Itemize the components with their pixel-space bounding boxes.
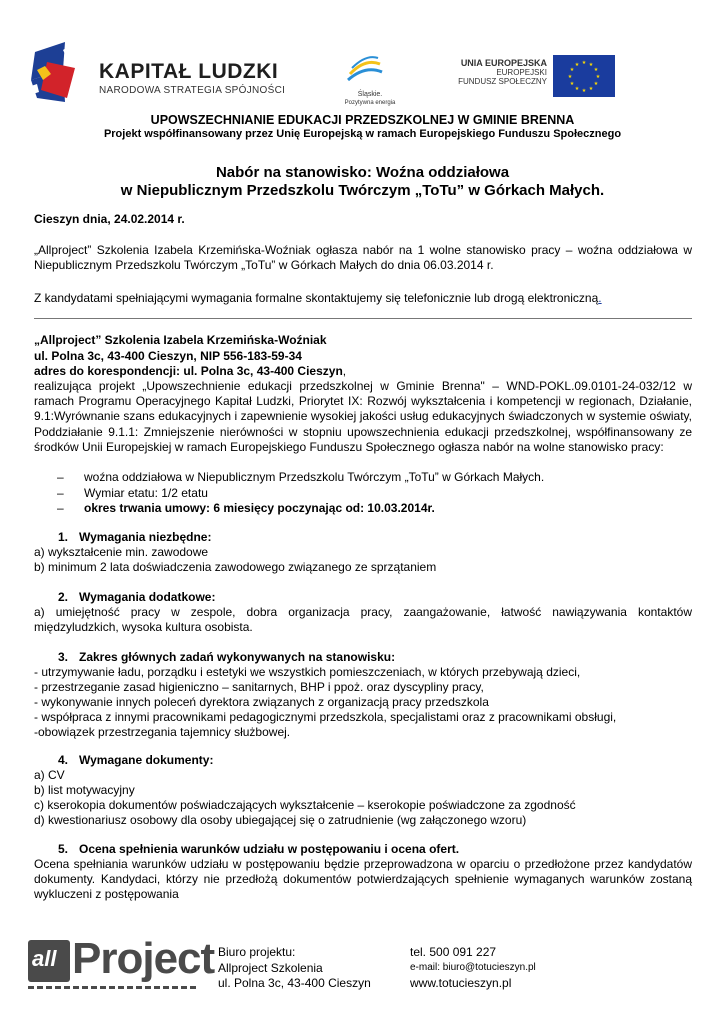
vacancy-title-line-1: Nabór na stanowisko: Woźna oddziałowa <box>215 164 510 181</box>
footer-office-label: Biuro projektu: <box>218 945 296 959</box>
section-5-paragraph: Ocena spełniania warunków udziału w postępowaniu będzie przeprowadzona w oparciu o przedłożone przez kandydatów dokumenty. Kandydaci, którzy nie przedłożą dokumentów potwierdzających spełnienie wymaganych warunków zostaną wykluczeni z postępowania <box>34 857 692 902</box>
footer-phone: tel. 500 091 227 <box>410 945 497 959</box>
allproject-logo <box>28 934 215 998</box>
org-correspondence <box>34 364 346 379</box>
org-correspondence-label: adres do korespondencji: ul. Polna 3c, 43-400 Cieszyn <box>34 364 343 378</box>
org-correspondence-comma: , <box>342 364 347 378</box>
eu-line-2: EUROPEJSKI <box>496 68 547 77</box>
svg-text:★: ★ <box>588 86 594 92</box>
section-3-line: - wykonywanie innych poleceń dyrektora związanych z organizacją pracy przedszkola <box>34 695 489 709</box>
slaskie-name: Śląskie. <box>357 91 383 98</box>
eu-line-1: UNIA EUROPEJSKA <box>460 58 547 68</box>
footer-office-address: ul. Polna 3c, 43-400 Cieszyn <box>218 976 371 990</box>
allproject-logo-mark-text: all <box>32 946 57 971</box>
bullet-text: Wymiar etatu: 1/2 etatu <box>84 486 208 500</box>
section-3-line: - utrzymywanie ładu, porządku i estetyki we wszystkich pomieszczeniach, w których przebywają dzieci, <box>34 665 581 679</box>
svg-text:★: ★ <box>588 62 594 68</box>
section-4-heading <box>34 753 692 768</box>
vacancy-title-line-2: w Niepublicznym Przedszkolu Twórczym „ToTu” w Górkach Małych. <box>120 182 605 199</box>
section-3-line: - współpraca z innymi pracownikami pedagogicznymi przedszkola, specjalistami oraz z pracownikami obsługi, <box>34 710 617 724</box>
org-name: „Allproject” Szkolenia Izabela Krzemińska-Woźniak <box>34 333 327 347</box>
kapital-ludzki-subtitle: NARODOWA STRATEGIA SPÓJNOŚCI <box>99 85 286 96</box>
contact-note-text: Z kandydatami spełniającymi wymagania formalne skontaktujemy się telefonicznie lub drogą elektroniczną <box>34 291 599 305</box>
eu-flag-icon <box>553 55 615 97</box>
section-1-line: a) wykształcenie min. zawodowe <box>34 545 209 559</box>
section-title: Ocena spełnienia warunków udziału w postępowaniu i ocena ofert. <box>79 842 460 856</box>
svg-text:★: ★ <box>595 74 601 80</box>
section-4-line: d) kwestionariusz osobowy dla osoby ubiegającej się o zatrudnienie (wg załączonego wzoru) <box>34 813 527 827</box>
divider <box>34 318 692 319</box>
section-4-line: a) CV <box>34 768 65 782</box>
svg-text:★: ★ <box>581 60 587 66</box>
footer-website[interactable]: www.totucieszyn.pl <box>410 976 512 990</box>
slaskie-tagline: Pozytywna energia <box>344 100 396 106</box>
section-number: 3. <box>58 650 69 664</box>
section-number: 5. <box>58 842 69 856</box>
eu-line-3: FUNDUSZ SPOŁECZNY <box>458 77 547 86</box>
section-2-paragraph: a) umiejętność pracy w zespole, dobra organizacja pracy, zaangażowanie, łatwość nawiązywania kontaktów międzyludzkich, wysoka kultura osobista. <box>34 605 692 635</box>
section-title: Wymagania niezbędne: <box>79 530 212 544</box>
section-3-line: -obowiązek przestrzegania tajemnicy służbowej. <box>34 725 291 739</box>
footer-email[interactable]: e-mail: biuro@totucieszyn.pl <box>410 962 536 973</box>
bullet-dash: – <box>57 470 64 484</box>
section-1-line: b) minimum 2 lata doświadczenia zawodowego związanego ze sprzątaniem <box>34 560 437 574</box>
bullet-dash: – <box>57 486 64 500</box>
allproject-logo-text: Project <box>72 934 215 983</box>
kapital-ludzki-logo-icon <box>25 40 105 110</box>
section-title: Wymagania dodatkowe: <box>79 590 216 604</box>
section-title: Wymagane dokumenty: <box>79 753 214 767</box>
date-line: Cieszyn dnia, 24.02.2014 r. <box>34 212 185 226</box>
svg-text:★: ★ <box>567 74 573 80</box>
contact-note <box>34 291 694 306</box>
section-number: 4. <box>58 753 69 767</box>
org-body: realizująca projekt „Upowszechnienie edukacji przedszkolnej w Gminie Brenna" – WND-POKL.09.0101-24-032/12 w ramach Programu Operacyjnego Kapitał Ludzki, Priorytet IX: Rozwój wykształcenia i kompetencji w regionach, Działanie, 9.1:Wyrównanie szans edukacyjnych i zapewnienie wysokiej jakości usług edukacyjnych świadczonych w systemie oświaty, Poddziałanie 9.1.1: Zmniejszenie nierówności w stopniu upowszechnienia edukacji przedszkolnej, współfinansowany ze środków Unii Europejskiej w ramach Europejskiego Funduszu Społecznego ogłasza nabór na wolne stanowisko pracy: <box>34 379 692 454</box>
svg-text:★: ★ <box>574 86 580 92</box>
allproject-logo-underline <box>28 986 198 989</box>
kapital-ludzki-title: KAPITAŁ LUDZKI <box>99 60 279 83</box>
project-title: UPOWSZECHNIANIE EDUKACJI PRZEDSZKOLNEJ W GMINIE BRENNA <box>150 113 575 127</box>
section-number: 2. <box>58 590 69 604</box>
eu-text-block <box>443 58 547 86</box>
bullet-text: okres trwania umowy: 6 miesięcy poczynając od: 10.03.2014r. <box>84 501 435 515</box>
slaskie-logo-icon <box>340 50 390 90</box>
org-address: ul. Polna 3c, 43-400 Cieszyn, NIP 556-183-59-34 <box>34 349 302 363</box>
section-number: 1. <box>58 530 69 544</box>
bullet-text: woźna oddziałowa w Niepublicznym Przedszkolu Twórczym „ToTu” w Górkach Małych. <box>84 470 545 484</box>
section-4-line: b) list motywacyjny <box>34 783 135 797</box>
contact-note-dot: . <box>598 291 602 305</box>
intro-paragraph: „Allproject” Szkolenia Izabela Krzemińska-Woźniak ogłasza nabór na 1 wolne stanowisko pracy – woźna oddziałowa w Niepublicznym Przedszkolu Twórczym „ToTu” w Górkach Małych do dnia 06.03.2014 r. <box>34 243 692 273</box>
section-3-heading <box>34 650 692 665</box>
section-3-line: - przestrzeganie zasad higieniczno – sanitarnych, BHP i ppoż. oraz dyscypliny pracy, <box>34 680 484 694</box>
svg-text:★: ★ <box>581 88 587 94</box>
bullet-dash: – <box>57 501 64 515</box>
footer-office-name: Allproject Szkolenia <box>218 961 323 975</box>
svg-text:★: ★ <box>569 67 575 73</box>
svg-text:★: ★ <box>593 81 599 87</box>
section-5-heading <box>34 842 692 857</box>
project-subtitle: Projekt współfinansowany przez Unię Europejską w ramach Europejskiego Funduszu Społecznego <box>103 128 622 140</box>
section-1-heading <box>34 530 692 545</box>
svg-text:★: ★ <box>569 81 575 87</box>
section-4-line: c) kserokopia dokumentów poświadczających wykształcenie – kserokopie poświadczone za zgodność <box>34 798 576 812</box>
header-logos <box>25 35 705 105</box>
svg-text:★: ★ <box>574 62 580 68</box>
section-2-heading <box>34 590 692 605</box>
svg-text:★: ★ <box>593 67 599 73</box>
section-title: Zakres głównych zadań wykonywanych na stanowisku: <box>79 650 396 664</box>
